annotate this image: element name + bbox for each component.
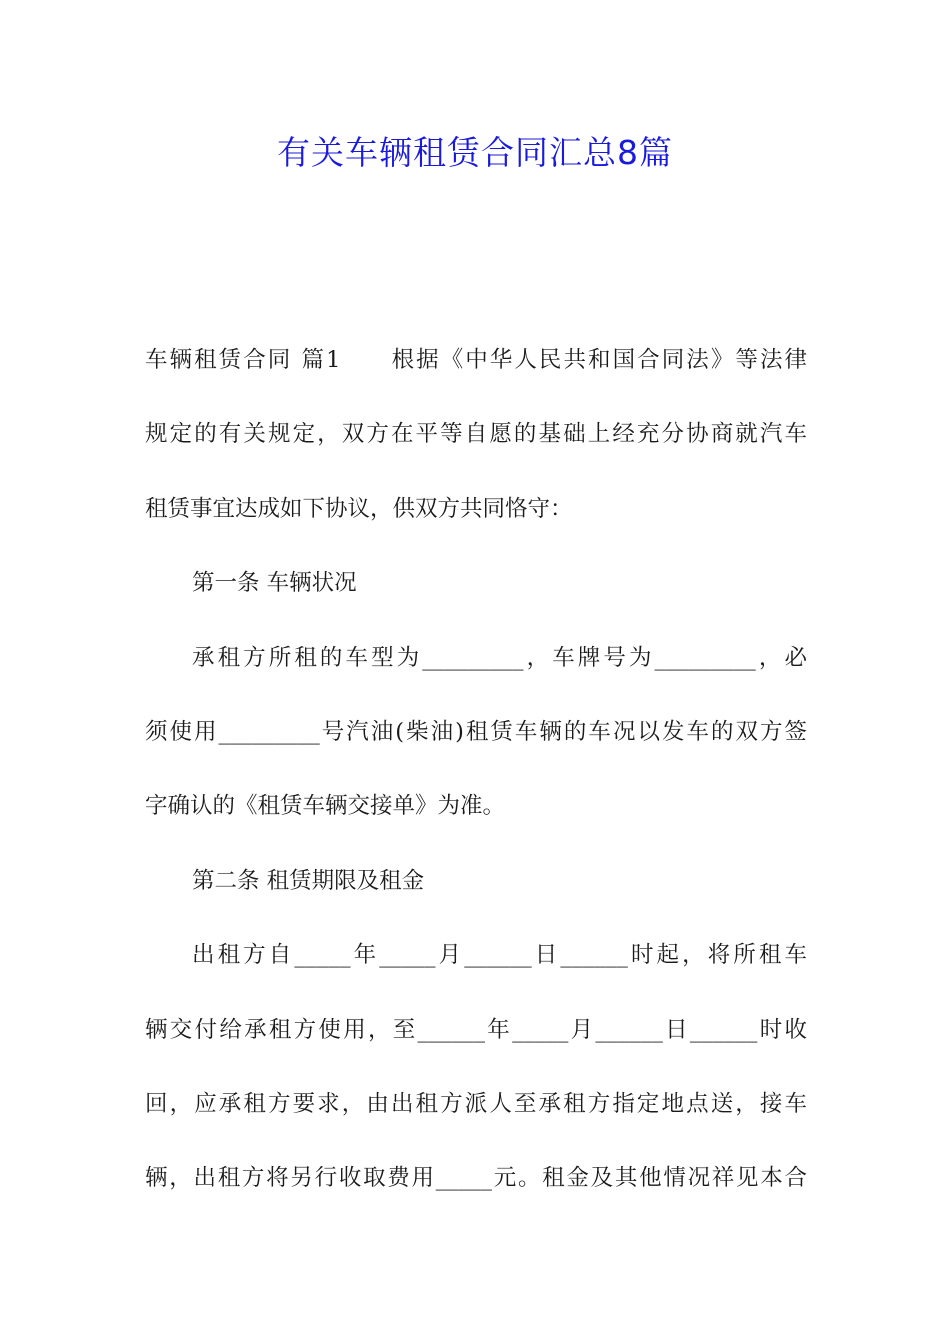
paragraph-line: 须使用_________号汽油(柴油)租赁车辆的车况以发车的双方签 (145, 718, 807, 745)
document-body (145, 336, 807, 1229)
paragraph-line: 辆交付给承租方使用，至______年_____月______日______时收 (145, 1016, 807, 1043)
paragraph-line: 租赁事宜达成如下协议，供双方共同恪守： (145, 495, 573, 522)
paragraph-line: 规定的有关规定，双方在平等自愿的基础上经充分协商就汽车 (145, 421, 807, 448)
paragraph-line: 承租方所租的车型为_________，车牌号为_________，必 (192, 644, 807, 671)
paragraph-line: 辆，出租方将另行收取费用_____元。租金及其他情况祥见本合 (145, 1165, 807, 1192)
paragraph-line: 车辆租赁合同 篇1 根据《中华人民共和国合同法》等法律 (145, 347, 807, 373)
paragraph-line: 字确认的《租赁车辆交接单》为准。 (145, 793, 506, 820)
paragraph-line: 出租方自_____年_____月______日______时起，将所租车 (192, 942, 807, 969)
section-heading: 第一条 车辆状况 (192, 570, 357, 597)
document-title: 有关车辆租赁合同汇总8篇 (277, 133, 673, 172)
paragraph-line: 回，应承租方要求，由出租方派人至承租方指定地点送，接车 (145, 1090, 807, 1117)
section-heading: 第二条 租赁期限及租金 (192, 867, 425, 894)
